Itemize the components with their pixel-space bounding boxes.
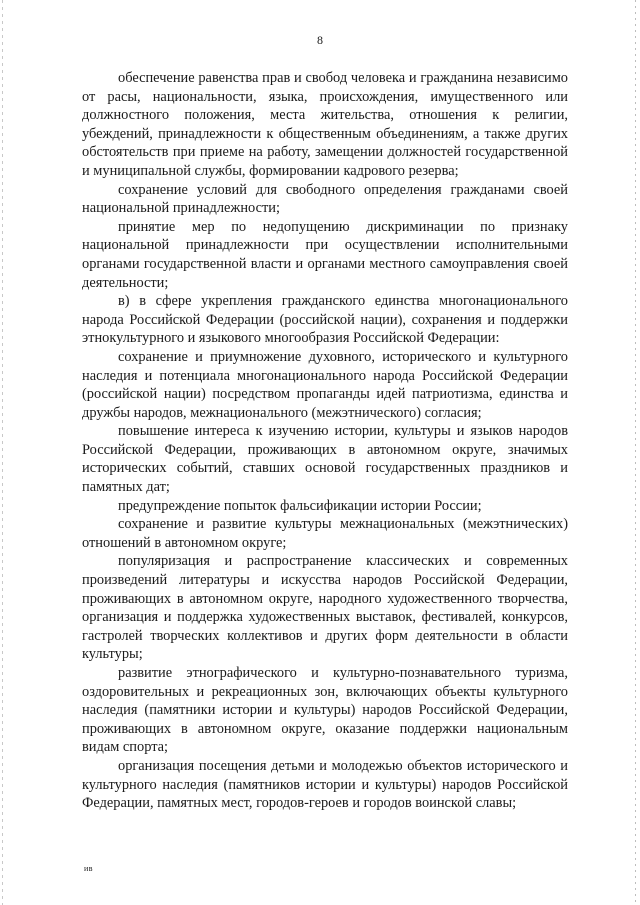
- paragraph-popularization: популяризация и распространение классических и современных произведений литературы и искусства народов Российской Федерации, проживающих в автономном округе, народного художественного творчества, организация и поддержка художественных выставок, фестивалей, конкурсов, гастролей творческих коллективов и других форм деятельности в области культуры;: [82, 553, 568, 663]
- document-body: [82, 69, 568, 813]
- paragraph-heritage: сохранение и приумножение духовного, исторического и культурного наследия и потенциала многонационального народа Российской Федерации (российской нации) посредством пропаганды идей патриотизма, единства и дружбы народов, межнационального (межэтнического) согласия;: [82, 348, 568, 421]
- paragraph-equality: обеспечение равенства прав и свобод человека и гражданина независимо от расы, национальности, языка, происхождения, имущественного или должностного положения, места жительства, отношения к религии, убеждений, принадлежности к общественным объединениям, а также других обстоятельств при приеме на работу, замещении должностей государственной и муниципальной службы, формировании кадрового резерва;: [82, 70, 568, 179]
- scan-edge-right: [635, 0, 636, 905]
- page-number: 8: [317, 33, 323, 47]
- paragraph-falsification: предупреждение попыток фальсификации истории России;: [118, 497, 482, 514]
- paragraph-tourism: развитие этнографического и культурно-познавательного туризма, оздоровительных и рекреационных зон, включающих объекты культурного наследия (памятники истории и культуры) народов Российской Федерации, проживающих в автономном округе, оказание поддержки национальным видам спорта;: [82, 665, 568, 756]
- paragraph-youth-visits: организация посещения детьми и молодежью объектов исторического и культурного наследия (памятников истории и культуры) народов Российской Федерации, памятных мест, городов-героев и городов воинской славы;: [82, 757, 568, 812]
- paragraph-anti-discrimination: принятие мер по недопущению дискриминации по признаку национальной принадлежности при осуществлении исполнительными органами государственной власти и органами местного самоуправления своей деятельности;: [82, 218, 568, 291]
- paragraph-interethnic-culture: сохранение и развитие культуры межнациональных (межэтнических) отношений в автономном округе;: [82, 516, 568, 551]
- footer-mark: ив: [84, 864, 94, 873]
- paragraph-history-interest: повышение интереса к изучению истории, культуры и языков народов Российской Федерации, проживающих в автономном округе, значимых исторических событий, ставших основой государственных праздников и памятных дат;: [82, 423, 568, 496]
- paragraph-national-identity: сохранение условий для свободного определения гражданами своей национальной принадлежности;: [82, 181, 568, 217]
- scan-edge-left: [2, 0, 3, 905]
- paragraph-section-v: в) в сфере укрепления гражданского единства многонационального народа Российской Федерации (российской нации), сохранения и поддержки этнокультурного и языкового многообразия Российской Федерации:: [82, 293, 568, 347]
